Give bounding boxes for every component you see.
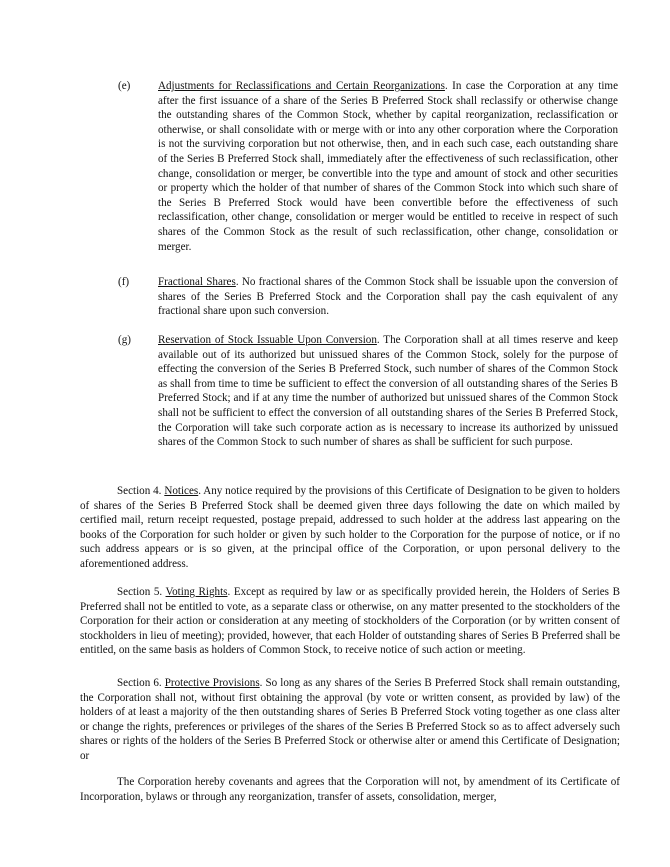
item-label-e: (e) [118,80,131,92]
section-4-notices [80,484,620,572]
section-4-prefix: Section 4. [117,485,165,497]
section-6-protective-provisions [80,676,620,764]
item-heading-f: Fractional Shares [158,276,236,288]
section-4-text: . Any notice required by the provisions of this Certificate of Designation to be given to holders of shares of the Series B Preferred Stock shall be deemed given three days following the date on which mailed by certified mail, return receipt requested, postage prepaid, addressed to such holder at the address last appearing on the books of the Corporation for such holder or given by such holder to the Corporation for the purpose of notice, or if no such address appears or is so given, at the principal office of the Corporation, or upon personal delivery to the aforementioned address. [80,485,620,570]
item-text-g: . The Corporation shall at all times reserve and keep available out of its authorized but unissued shares of the Common Stock, solely for the purpose of effecting the conversion of the Series B Preferred Stock, such number of shares of the Common Stock as shall from time to time be sufficient to effect the conversion of all outstanding shares of the Series B Preferred Stock; and if at any time the number of authorized but unissued shares of the Common Stock shall not be sufficient to effect the conversion of all outstanding shares of the Series B Preferred Stock, the Corporation will take such corporate action as is necessary to increase its authorized by unissued shares of the Common Stock to such number of shares as shall be sufficient for such purpose. [158,334,618,449]
closing-paragraph [80,775,620,804]
paragraph-f [118,275,618,319]
item-label-g: (g) [118,334,131,346]
item-label-f: (f) [118,276,130,288]
section-6-heading: Protective Provisions [164,677,260,689]
item-body-e [158,79,618,254]
item-body-g [158,333,618,450]
item-text-f: . No fractional shares of the Common Stock shall be issuable upon the conversion of shares of the Series B Preferred Stock and the Corporation shall pay the cash equivalent of any fractional share upon such conversion. [158,276,619,318]
paragraph-e [118,79,618,254]
section-4-heading: Notices [164,485,199,497]
item-heading-e: Adjustments for Reclassifications and Certain Reorganizations [158,80,445,92]
section-5-voting-rights [80,585,620,658]
section-5-prefix: Section 5. [117,586,166,598]
closing-text: The Corporation hereby covenants and agrees that the Corporation will not, by amendment of its Certificate of Incorporation, bylaws or through any reorganization, transfer of assets, consolidation, merger, [80,776,620,803]
section-6-prefix: Section 6. [117,677,165,689]
paragraph-g [118,333,618,450]
section-6-text: . So long as any shares of the Series B Preferred Stock shall remain outstanding, the Corporation shall not, without first obtaining the approval (by vote or written consent, as provided by law) of the holders of at least a majority of the then outstanding shares of Series B Preferred Stock voting together as one class alter or change the rights, preferences or privileges of the shares of the Series B Preferred Stock so as to affect adversely such shares or rights of the holders of the Series B Preferred Stock or otherwise alter or amend this Certificate of Designation; or [80,677,620,762]
item-body-f [158,275,618,319]
item-text-e: . In case the Corporation at any time after the first issuance of a share of the Series B Preferred Stock shall reclassify or otherwise change the outstanding shares of the Common Stock, whether by capital reorganization, reclassification or otherwise, or shall consolidate with or merge with or into any other corporation where the Corporation is not the surviving corporation but not otherwise, then, and in each such case, each outstanding share of the Series B Preferred Stock shall, immediately after the effectiveness of such reclassification, other change, consolidation or merger, be convertible into the type and amount of stock and other securities or property which the holder of that number of shares of the Common Stock into which such share of the Series B Preferred Stock would have been convertible before the effectiveness of such reclassification, other change, consolidation or merger would be entitled to receive in respect of such shares of the Common Stock as the result of such reclassification, other change, consolidation or merger. [158,80,618,253]
section-5-heading: Voting Rights [165,586,228,598]
item-heading-g: Reservation of Stock Issuable Upon Conversion [158,334,377,346]
section-5-text: . Except as required by law or as specifically provided herein, the Holders of Series B Preferred shall not be entitled to vote, as a separate class or otherwise, on any matter presented to the stockholders of the Corporation for their action or consideration at any meeting of stockholders of the Corporation (or by written consent of stockholders in lieu of meeting); provided, however, that each Holder of outstanding shares of Series B Preferred shall be entitled, on the same basis as holders of Common Stock, to receive notice of such action or meeting. [80,586,620,657]
